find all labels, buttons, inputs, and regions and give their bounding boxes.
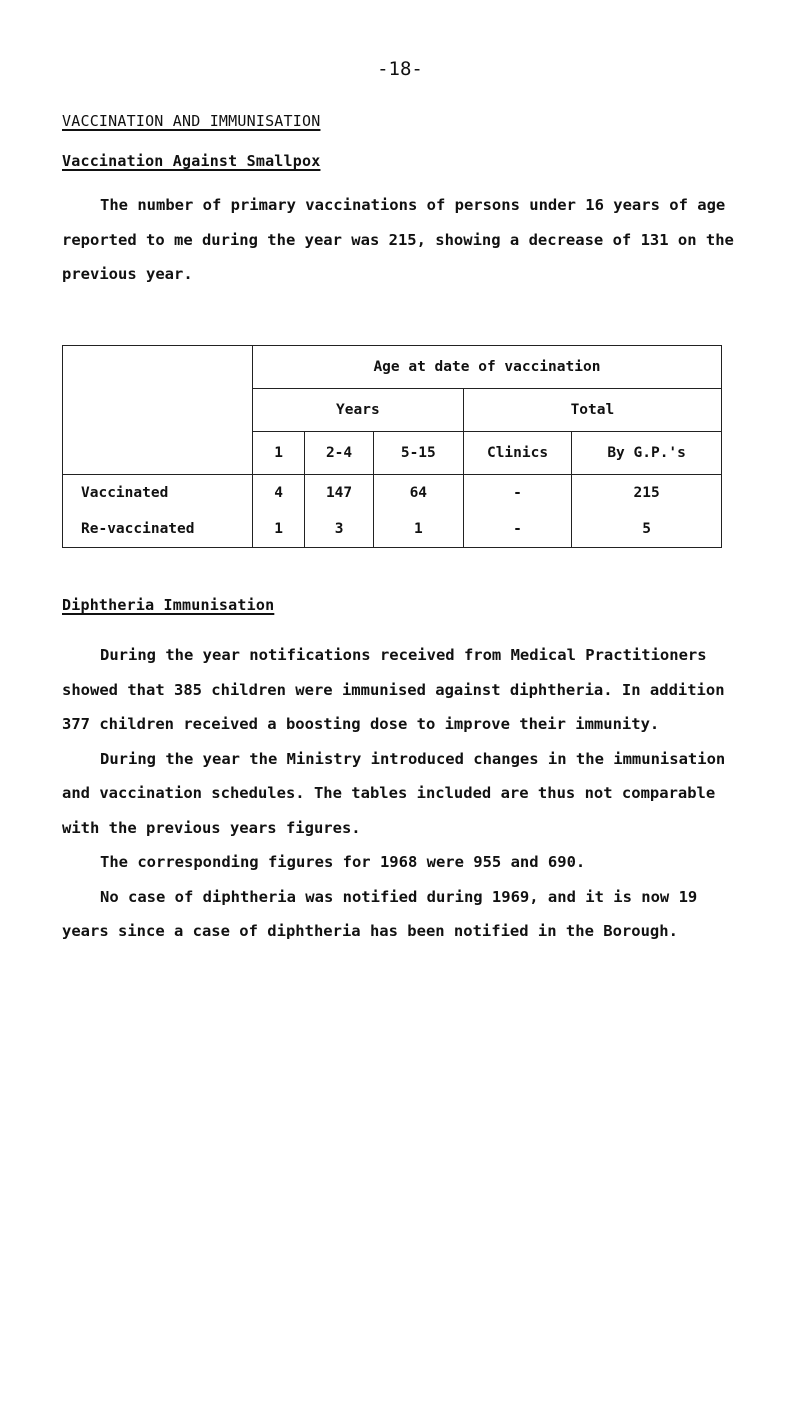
diphtheria-paragraph-3: The corresponding figures for 1968 were 955 and 690.	[100, 853, 586, 871]
smallpox-heading: Vaccination Against Smallpox	[62, 152, 321, 170]
table-row	[63, 511, 722, 548]
diphtheria-heading: Diphtheria Immunisation	[62, 596, 275, 614]
diphtheria-paragraph-1: During the year notifications received from Medical Practitioners showed that 385 children were immunised against diphtheria. In addition 377 children received a boosting dose to improve their immunity.	[62, 646, 725, 733]
table-cell: 147	[305, 475, 373, 512]
table-cell: 4	[252, 475, 304, 512]
row-label: Vaccinated	[63, 475, 253, 512]
table-cell: -	[463, 475, 571, 512]
table-cell: -	[463, 511, 571, 548]
page-number: -18-	[377, 58, 423, 80]
table-cell: 215	[572, 475, 722, 512]
table-cell: 1	[252, 511, 304, 548]
column-header: 5-15	[373, 432, 463, 475]
table-cell: 3	[305, 511, 373, 548]
diphtheria-paragraph-2: During the year the Ministry introduced changes in the immunisation and vaccination schedules. The tables included are thus not comparable with the previous years figures.	[62, 749, 726, 837]
diphtheria-paragraph-4: No case of diphtheria was notified during 1969, and it is now 19 years since a case of diphtheria has been notified in the Borough.	[62, 887, 698, 940]
column-header: 2-4	[305, 432, 373, 475]
column-header: 1	[252, 432, 304, 475]
total-header: Total	[463, 389, 721, 432]
column-header: By G.P.'s	[572, 432, 722, 475]
table-cell: 1	[373, 511, 463, 548]
main-heading: VACCINATION AND IMMUNISATION	[62, 112, 321, 130]
column-header: Clinics	[463, 432, 571, 475]
table-corner-cell	[63, 346, 253, 475]
table-cell: 5	[572, 511, 722, 548]
vaccination-table	[62, 345, 722, 548]
diphtheria-body	[62, 638, 742, 949]
years-header: Years	[252, 389, 463, 432]
table-row	[63, 475, 722, 512]
table-cell: 64	[373, 475, 463, 512]
smallpox-paragraph: The number of primary vaccinations of persons under 16 years of age reported to me during the year was 215, showing a decrease of 131 on the previous year.	[62, 196, 734, 283]
age-group-header: Age at date of vaccination	[252, 346, 721, 389]
row-label: Re-vaccinated	[63, 511, 253, 548]
